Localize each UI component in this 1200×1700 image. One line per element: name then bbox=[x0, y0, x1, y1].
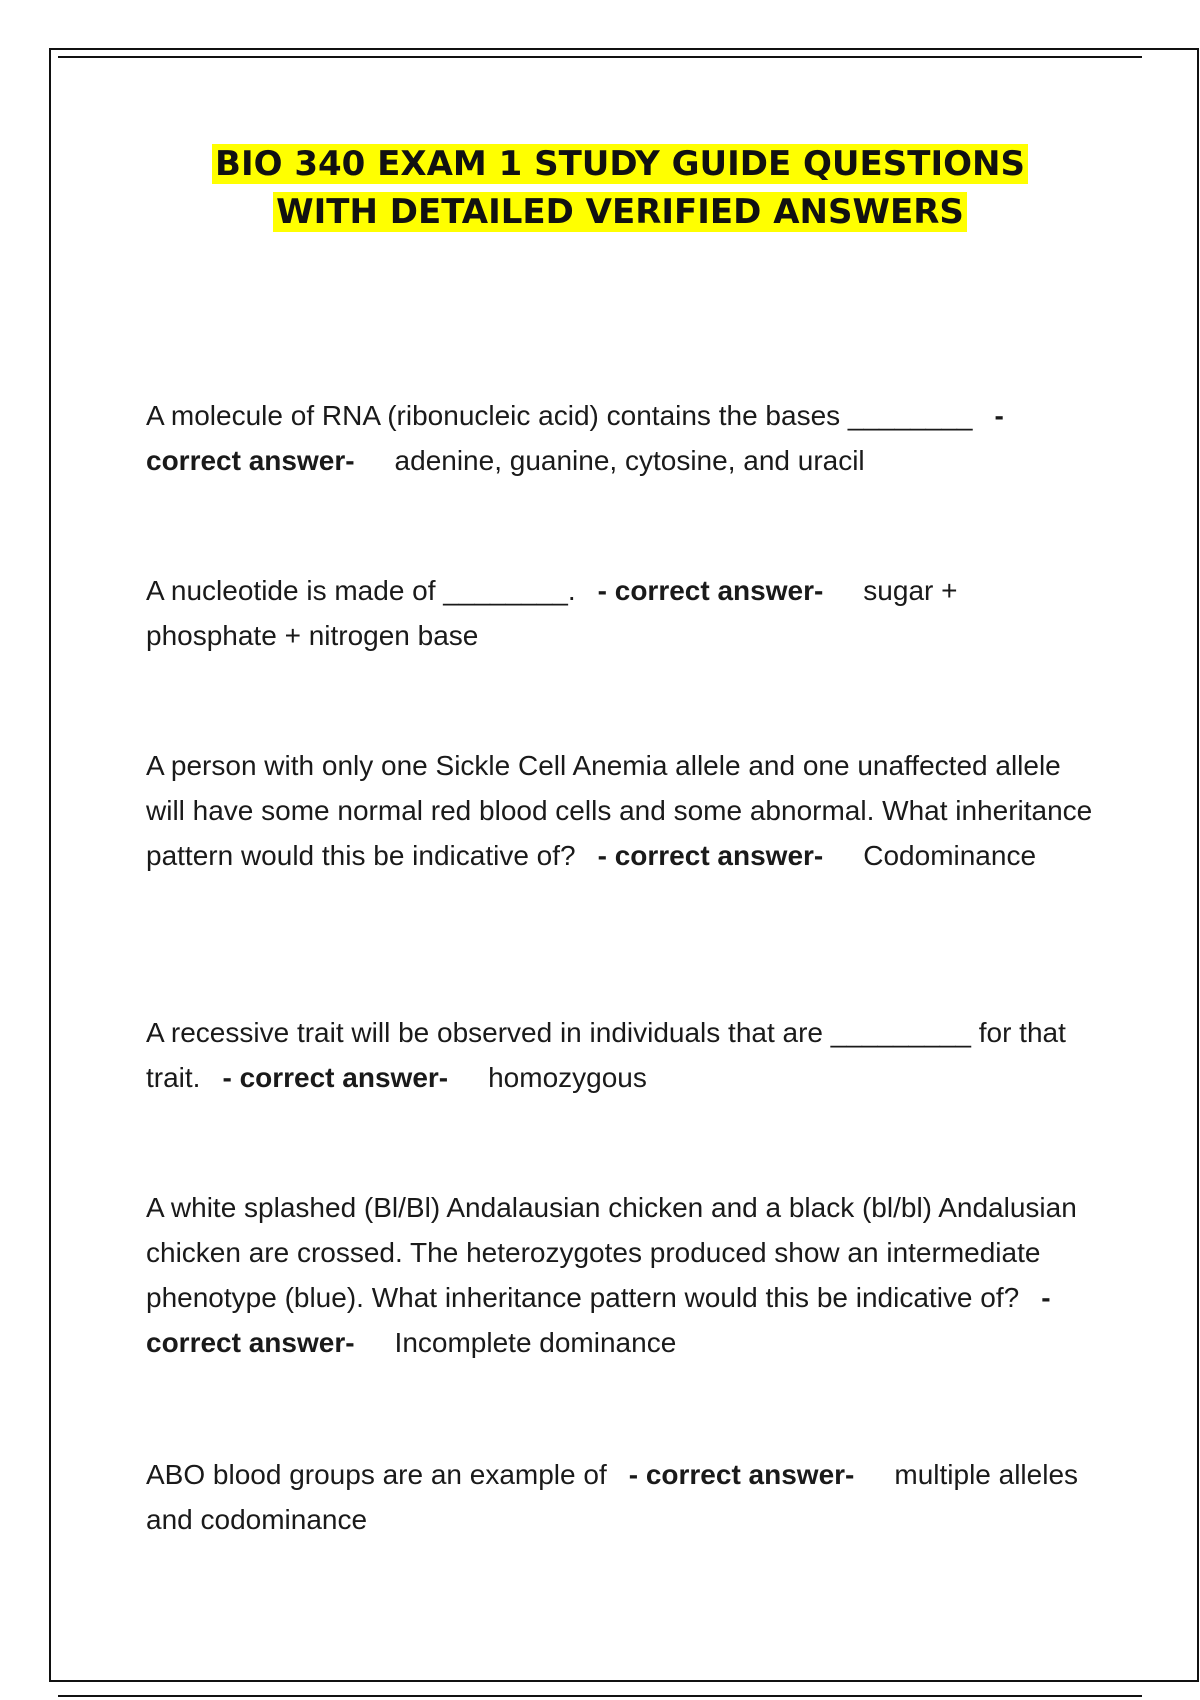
bottom-rule bbox=[58, 1695, 1142, 1697]
answer-text: multiple alleles and codominance bbox=[146, 1459, 1079, 1535]
question-text: A nucleotide is made of ________. bbox=[146, 575, 576, 606]
question-text: A molecule of RNA (ribonucleic acid) contains the bases ________ bbox=[146, 400, 973, 431]
qa-item-5 bbox=[146, 1185, 1096, 1365]
qa-item-3 bbox=[146, 743, 1096, 878]
question-text: A white splashed (Bl/Bl) Andalausian chicken and a black (bl/bl) Andalusian chicken are crossed. The heterozygotes produced show an intermediate phenotype (blue). What inheritance pattern would this be indicative of? bbox=[146, 1192, 1077, 1313]
answer-separator: - correct answer- bbox=[222, 1062, 449, 1093]
answer-text: adenine, guanine, cytosine, and uracil bbox=[394, 445, 865, 476]
answer-text: sugar + phosphate + nitrogen base bbox=[146, 575, 958, 651]
qa-item-2 bbox=[146, 568, 1096, 658]
top-rule bbox=[58, 56, 1142, 58]
answer-separator: - correct answer- bbox=[597, 840, 824, 871]
question-text: A recessive trait will be observed in individuals that are _________ for that trait. bbox=[146, 1017, 1066, 1093]
question-text: ABO blood groups are an example of bbox=[146, 1459, 607, 1490]
answer-separator: - correct answer- bbox=[146, 1282, 1051, 1358]
answer-text: Incomplete dominance bbox=[394, 1327, 677, 1358]
title-line-2: WITH DETAILED VERIFIED ANSWERS bbox=[273, 192, 967, 232]
qa-item-6 bbox=[146, 1452, 1096, 1542]
answer-separator: - correct answer- bbox=[146, 400, 1004, 476]
answer-text: Codominance bbox=[863, 840, 1037, 871]
answer-separator: - correct answer- bbox=[628, 1459, 855, 1490]
question-text: A person with only one Sickle Cell Anemia allele and one unaffected allele will have some normal red blood cells and some abnormal. What inheritance pattern would this be indicative of? bbox=[146, 750, 1093, 871]
answer-separator: - correct answer- bbox=[597, 575, 824, 606]
document-title bbox=[100, 140, 1140, 236]
answer-text: homozygous bbox=[488, 1062, 647, 1093]
qa-item-4 bbox=[146, 1010, 1096, 1100]
title-line-1: BIO 340 EXAM 1 STUDY GUIDE QUESTIONS bbox=[212, 144, 1028, 184]
qa-item-1 bbox=[146, 393, 1096, 483]
